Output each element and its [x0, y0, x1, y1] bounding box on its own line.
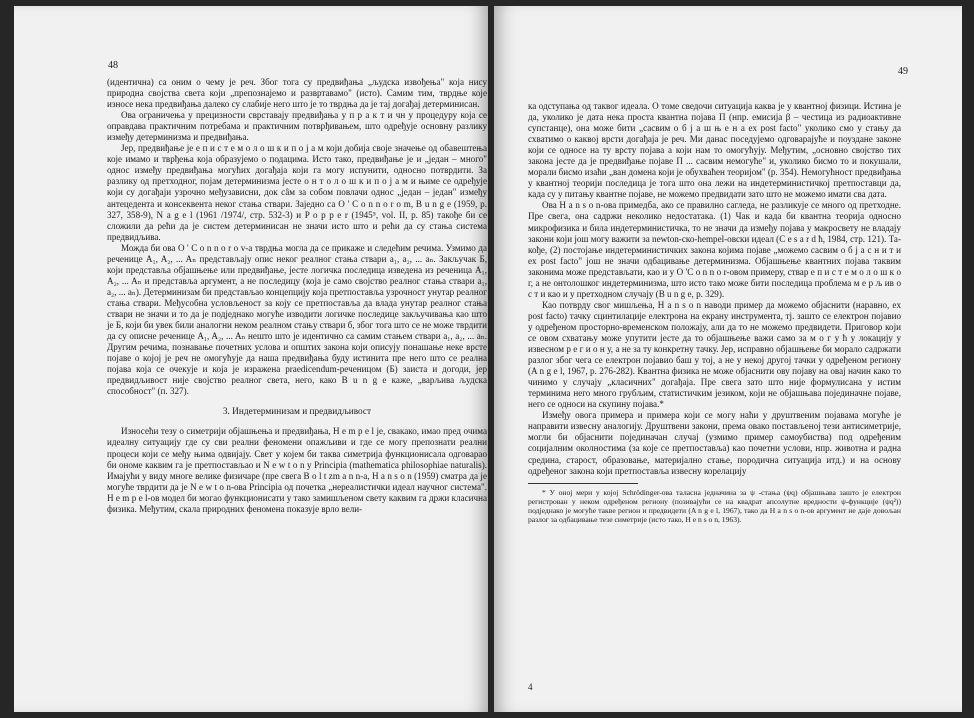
page-number: 49 [898, 66, 908, 77]
footnote: * У оној мери у којој Schrödinger-ова таласна једначина за ψ -стања (ψq) објашњава зашто је електрон регистрован у неком одређеном региону (позивајући се на квадрат апсолутне вредности ψ-функције (ψq²)) подједнако је могуће таквe регион и предвидети (A n g e l, 1967), тако да H a n s o n-ов аргумент не даје довољан разлог за одбацивање тезе симетрије (исто тако, H e n s o n, 1963). [528, 487, 901, 525]
paragraph: (идентична) са оним о чему је реч. Због тога су предвиђања „људска извођења" која нису природна својства света који „препознајемо и развртавамо" (исто). Самим тим, тврдње које износе нека предвиђања далеко су слабије него што је то тврдња да је тај догађај детерминисан. [107, 77, 487, 110]
paragraph: Ова H a n s o n-ова примедба, ако се правилно сагледа, не разликује се много од претходне. Пре свега, она садржи неколико недостатака. (1) Чак и када би квантна теорија односно микрофизика и била индетерминистичка, то не значи да између појава у макросвету не владају закони који још могу важити за newton-ско-hempel-овски идеал (C e s a r d ћ, 1984, стр. 121). Такође, (2) постојање индетерминистичких закона којима појаве „можемо сасвим о б ј а с н и т и ex post facto" још не значи одбацивање детерминизма. Објашњење квантних појава таквим законима може представљати, као и у O 'C o n n o r-овом примеру, ствар е п и с т е м о л о ш к о г, а не онтолошког индетерминизма, што исто тако може бити последица проблема м е р љ ив о с т и као и у претходном случају (B u n g e, p. 329). [528, 200, 901, 299]
section-heading: 3. Индетерминизам и предвидљивост [222, 407, 372, 418]
left-page-body [107, 77, 487, 515]
paragraph: Јер, предвиђање је е п и с т е м о л о ш к и п о ј а м који добија своје значење од обавештења које имамо и тврђења која образујемо о подацима. Исто тако, предвиђање је и „један – много" однос између предвиђања могућих догађаја који га могу испунити, односно потврдити. За разлику од претходног, појам детерминизма јесте о н т о л о ш к и п о ј а м и њиме се одређује који су догађаји узрочно међузависни, док сâм за собом повлачи однос „један – један" између антецедента и консеквента неког стања ствари. Заједно са O ' C o n n o r o m, B u n g e (1959, p. 327, 358-9), N a g e l (1961 /1974/, стр. 532-3) и P o p p e r (1945⁵, vol. II, p. 85) такође би се сложили да рећи да је систем детерминисан не значи исто што и рећи да су стања система предвидљива. [107, 143, 487, 242]
paragraph: Између овога примера и примера који се могу наћи у друштвеним појавама могуће је направити извесну аналогију. Друштвени закони, према овако постављеној тези антисиметрије, могли би објаснити појединачан случај (узмимо пример самоубиства) под одређеним социјалним околностима (за које се претпоставља) као почетни услови, нпр. животна и радна средина, старост, образовање, материјално стање, породична ситуација итд.) и на основу одређеног закона који претпоставља извесну корелацију [528, 410, 901, 476]
right-page [494, 6, 962, 712]
bottom-number: 4 [528, 682, 533, 692]
left-page [14, 6, 488, 712]
paragraph: ка одступања од таквог идеала. О томе сведочи ситуација каква је у квантној физици. Истина је да, уколико је дата нека проста квантна појава П (нпр. емисија β – честица из радиоактивне супстанце), она може бити „сасвим о б ј а ш њ е н а ex post facto" уколико смо у стању да схватимо о каквој врсти догађаја је реч. Ми данас поседујемо одговарајуће и поуздане законе који се односе на ту врсту појава а који нам то омогућују. Међутим, „основно својство тих закона јесте да је предвиђање појаве П ... сасвим немогуће" и, уколико бисмо то и покушали, морали бисмо изаћи „ван домена који је обухваћен теоријом" (p. 354). Немогућност предвиђања у квантној теорији последица је тога што она лежи на индетерминистичкој претпоставци да, када су у питању квантне појаве, не можемо предвидати зато што не можемо имати сва дата. [528, 101, 901, 200]
paragraph: Ова ограничења у прецизности сврставају предвиђања у п р а к т и чн у процедуру која се оправдава практичним потребама и практичним потврђивањем, што одређује основну разлику између детерминизма и предвиђања. [107, 110, 487, 143]
paragraph: Можда би ова O ' C o n n o r o v-а тврдња могла да се прикаже и следећим речима. Узмимо да реченице A₁, A₂, ... Aₙ представљају опис неког реалног стања ствари a₁, a₂, ... aₙ. Закључак Б, који представља објашњење или предвиђање, јесте логичка последица изведена из реченица A₁, A₂, ... Aₙ и представља аргумент, а не последицу (која је само својство реалног стања ствари a₁, a₂, ... aₙ). Детерминизам би представљао концепцију која претпоставља узрочност унутар реалног стања ствари. Међусобна условљеност за коју се претпоставља да влада унутар реалног стања ствари не значи и то да је подједнако могуће изводити логичке последице закључивања као што је Б, који би увек били аналогни неком реалном стању ствари б, због тога што се не може тврдити да су описне реченице A₁, A₂, ... Aₙ нешто што је идентично са самим стањем ствари a₁, a₂, ... aₙ. Другим речима, познавање почетних услова и општих закона који описују понашање неке врсте појаве о којој је реч не омогућује да наша предвиђања буду истинита пре него што се реална појава која се очекује и која је изражена praedicendum-реченицом (Б) заиста и догоди, јер предвидљивост није својство реалног света, него, како B u n g e каже, „варљива људска способност" (п. 327). [107, 242, 487, 397]
page-number: 48 [108, 60, 118, 71]
paragraph: Износећи тезу о симетрији објашњења и предвиђања, H e m p e l је, свакако, имао пред очима идеалну ситуацију где су сви реални феномени опажљиви и где се могу препознати реални процеси који се међу њима одвијају. Свет у којем би таква симетрија функционисала одговарао би ономе каквим га је претпостављао и N e w t o n у Principia (mathematica philosophiae naturalis). Имајући у виду многе велике физичаре (пре свега B o l t zm a n n-a, H a n s o n (1959) сматра да је могуће тврдити да је N e w t o n-ова Principia од почетка „нереалистички идеал научног система". H e m p e l-ов модел би могао функционисати у тако замишљеном свету каквим га држи класична физика. Међутим, скала природних феномена показује врло вели- [107, 426, 487, 514]
footnote-divider [528, 483, 638, 484]
right-page-body [528, 101, 901, 524]
paragraph: Као потврду свог мишљења, H a n s o n наводи пример да можемо објаснити (наравно, ex post facto) тачку сцинтилације електрона на екрану инструмента, тј. зашто се електрон појавио у одређеном просторно-временском положају, али да то не можемо предвидети. Приговор који се овом схватању може упутити јесте да то објашњење важи само за м о г у ћ у локацију у извесном р е г и о н у, а не за ту конкретну тачку. Јер, исправно објашњење би морало садржати разлог због чега се електрон појавио баш у тој, а не у некој другој тачки у одређеном региону (A n g e l, 1967, p. 276-282). Квантна физика не може објаснити ову појаву на овај начин како то чинимо у случају „класичних" догађаја. Пре свега зато што није формулисана у истим терминима него много грубљим, статистичким језиком, који не објашњава појединачне појаве, него се односи на скупину појава.* [528, 299, 901, 410]
